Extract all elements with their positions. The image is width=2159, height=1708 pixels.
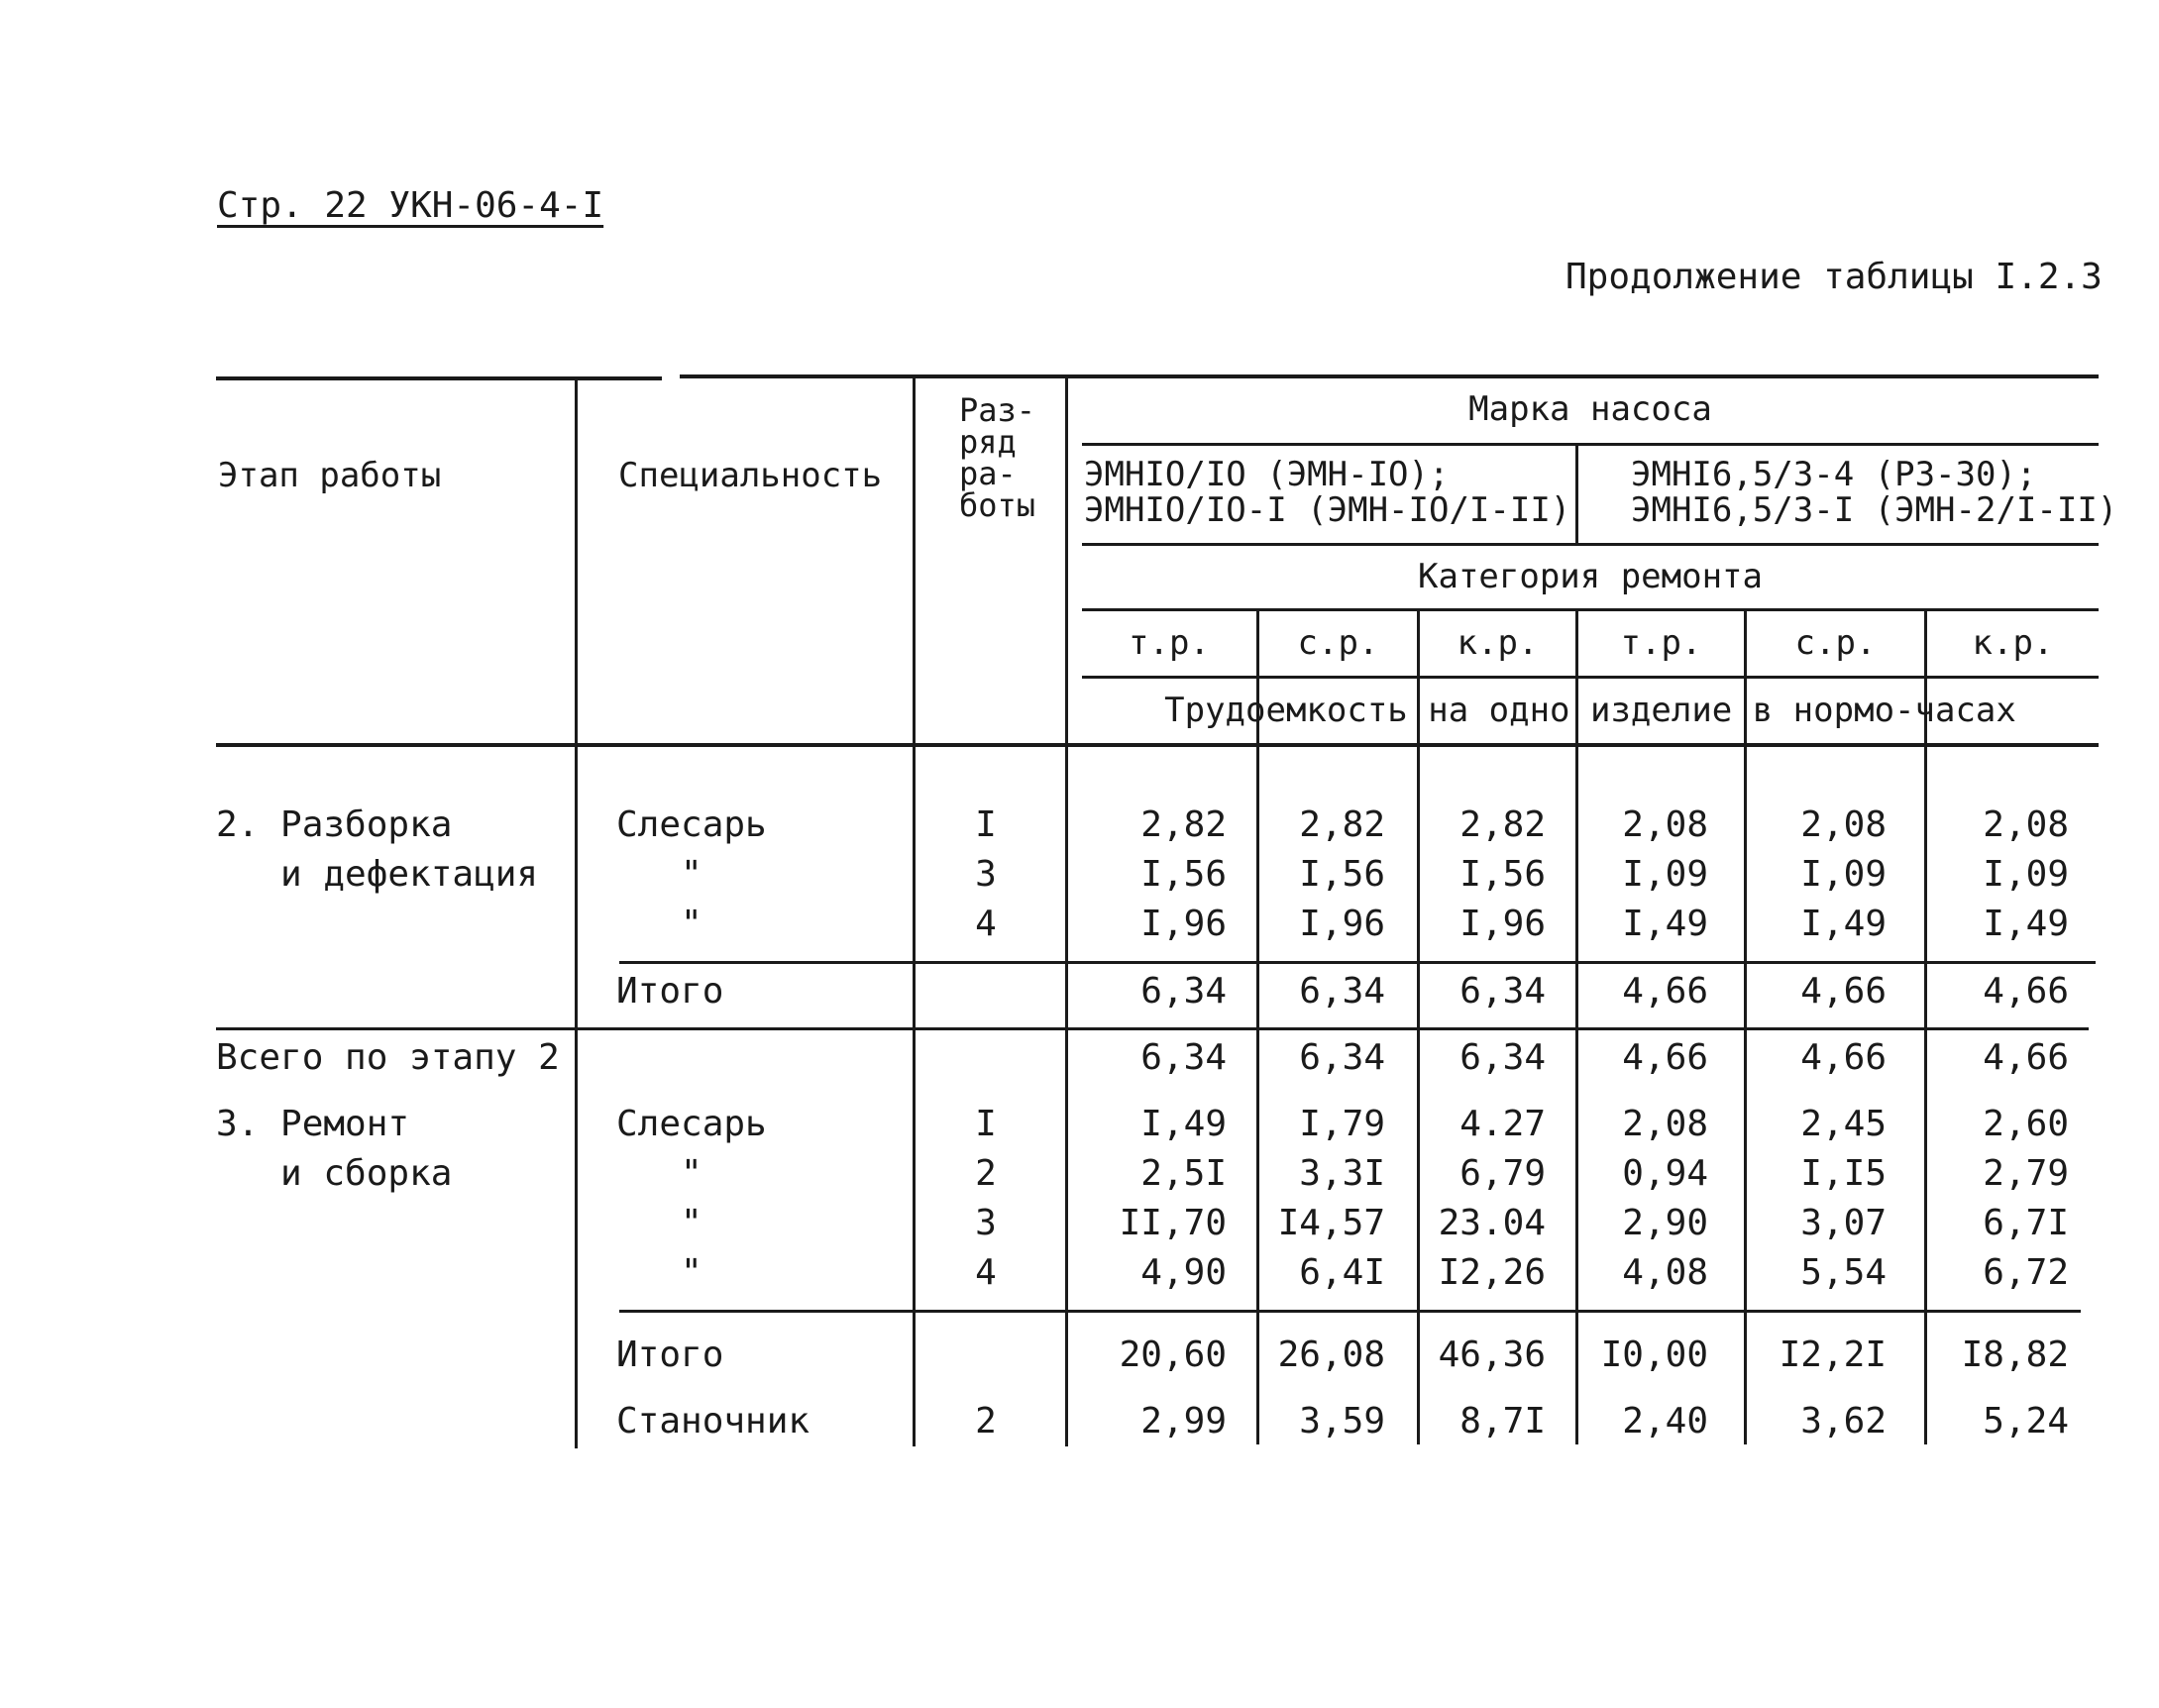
row-stage: 3. Ремонт [216,1104,410,1144]
header-bottom-rule [216,743,2099,747]
header-category-code: к.р. [1457,623,1539,663]
row-value: 6,34 [1459,1037,1546,1078]
header-grade-line: ра- [959,455,1017,492]
header-stage: Этап работы [218,456,442,495]
row-value: 4,08 [1622,1252,1708,1293]
rule-under-codes [1082,676,2099,679]
row-specialty: " [616,1252,702,1293]
row-value: I,96 [1140,904,1227,944]
row-value: 4,66 [1983,971,2069,1012]
row-value: II,70 [1119,1203,1227,1243]
header-pump1-line1: ЭМНIO/IO (ЭМН-IO); [1084,455,1450,494]
row-grade: 3 [975,1203,997,1243]
row-value: 6,7I [1983,1203,2069,1243]
row-value: 2,08 [1983,804,2069,845]
row-value: 2,08 [1622,1104,1708,1144]
row-specialty: " [616,904,702,944]
row-value: 6,34 [1459,971,1546,1012]
col-sep-stage [575,376,578,1448]
row-value: 6,79 [1459,1153,1546,1194]
row-value: 6,34 [1140,971,1227,1012]
row-value: I,09 [1800,854,1887,895]
row-value: 2,79 [1983,1153,2069,1194]
row-value: 26,08 [1277,1334,1385,1375]
header-specialty: Специальность [618,456,883,495]
row-value: 4,66 [1622,1037,1708,1078]
row-specialty: " [616,1153,702,1194]
row-value: 2,60 [1983,1104,2069,1144]
header-repair-category: Категория ремонта [1418,557,1763,596]
col-sep-v3 [1575,608,1578,1444]
top-rule-right [680,374,2099,378]
rule-under-brand [1082,443,2099,446]
row-value: 2,82 [1459,804,1546,845]
header-grade-line: Раз- [959,391,1036,429]
header-pump2-line2: ЭМНI6,5/3-I (ЭМН-2/I-II) [1631,490,2118,530]
row-value: 3,62 [1800,1401,1887,1441]
row-value: I,56 [1299,854,1385,895]
col-sep-specialty [913,376,916,1446]
row-value: I,56 [1140,854,1227,895]
row-value: 46,36 [1438,1334,1546,1375]
header-category-code: с.р. [1794,623,1877,663]
row-specialty: Итого [616,1334,724,1375]
col-sep-v2 [1417,608,1420,1444]
rule-under-category [1082,608,2099,611]
col-sep-pumps [1575,446,1578,543]
header-grade-line: боты [959,486,1036,524]
header-labor: Трудоемкость на одно изделие в нормо-часах [1164,691,2016,730]
row-value: I,I5 [1800,1153,1887,1194]
row-value: 6,4I [1299,1252,1385,1293]
rule-under-pumps [1082,543,2099,546]
row-value: 2,08 [1622,804,1708,845]
row-value: I,96 [1299,904,1385,944]
row-value: I,79 [1299,1104,1385,1144]
page-reference: Стр. 22 УКН-06-4-I [217,185,604,226]
row-value: I,49 [1622,904,1708,944]
row-grade: I [975,1104,997,1144]
row-grade: 4 [975,1252,997,1293]
subtotal-rule-1 [619,961,2096,964]
row-value: 23.04 [1438,1203,1546,1243]
row-grade: I [975,804,997,845]
row-value: 4,66 [1622,971,1708,1012]
col-sep-v4 [1744,608,1747,1444]
header-category-code: с.р. [1297,623,1379,663]
row-specialty: " [616,1203,702,1243]
header-category-code: к.р. [1972,623,2054,663]
header-pump2-line1: ЭМНI6,5/3-4 (РЗ-30); [1631,455,2037,494]
row-value: 0,94 [1622,1153,1708,1194]
top-rule-left [216,376,662,380]
row-stage: Всего по этапу 2 [216,1037,560,1078]
row-value: I0,00 [1600,1334,1708,1375]
row-value: I,96 [1459,904,1546,944]
row-value: 20,60 [1119,1334,1227,1375]
row-value: 6,34 [1299,971,1385,1012]
col-sep-v5 [1924,608,1927,1444]
row-value: 5,24 [1983,1401,2069,1441]
row-value: 3,07 [1800,1203,1887,1243]
header-category-code: т.р. [1620,623,1702,663]
row-value: I4,57 [1277,1203,1385,1243]
row-value: 2,99 [1140,1401,1227,1441]
row-value: 6,34 [1299,1037,1385,1078]
row-grade: 3 [975,854,997,895]
row-value: 2,90 [1622,1203,1708,1243]
row-grade: 2 [975,1401,997,1441]
header-grade-line: ряд [959,423,1017,461]
subtotal-rule-2 [619,1310,2081,1313]
stage-total-rule [216,1027,2089,1030]
row-specialty: " [616,854,702,895]
row-value: 6,72 [1983,1252,2069,1293]
header-pump-brand: Марка насоса [1468,389,1712,429]
row-grade: 4 [975,904,997,944]
row-specialty: Слесарь [616,1104,767,1144]
row-value: 2,82 [1299,804,1385,845]
row-value: I,56 [1459,854,1546,895]
row-value: 2,08 [1800,804,1887,845]
row-specialty: Итого [616,971,724,1012]
row-value: 4,66 [1983,1037,2069,1078]
row-value: 4,90 [1140,1252,1227,1293]
row-value: 6,34 [1140,1037,1227,1078]
row-value: 5,54 [1800,1252,1887,1293]
row-grade: 2 [975,1153,997,1194]
row-value: I2,2I [1779,1334,1887,1375]
row-value: I,49 [1800,904,1887,944]
header-category-code: т.р. [1129,623,1210,663]
row-value: 4,66 [1800,1037,1887,1078]
row-value: I,09 [1622,854,1708,895]
row-value: 2,82 [1140,804,1227,845]
row-value: 2,40 [1622,1401,1708,1441]
row-stage: и сборка [216,1153,453,1194]
row-value: I2,26 [1438,1252,1546,1293]
row-stage: 2. Разборка [216,804,453,845]
row-value: 4,66 [1800,971,1887,1012]
row-value: I,49 [1140,1104,1227,1144]
row-specialty: Слесарь [616,804,767,845]
row-value: 3,59 [1299,1401,1385,1441]
col-sep-v1 [1256,608,1259,1444]
table-continuation-label: Продолжение таблицы I.2.3 [1565,257,2103,297]
row-value: I8,82 [1961,1334,2069,1375]
header-pump1-line2: ЭМНIO/IO-I (ЭМН-IO/I-II) [1084,490,1571,530]
row-stage: и дефектация [216,854,539,895]
row-specialty: Станочник [616,1401,810,1441]
row-value: 8,7I [1459,1401,1546,1441]
row-value: 2,45 [1800,1104,1887,1144]
row-value: 3,3I [1299,1153,1385,1194]
row-value: 2,5I [1140,1153,1227,1194]
row-value: I,49 [1983,904,2069,944]
row-value: 4.27 [1459,1104,1546,1144]
header-grade [959,391,1036,524]
row-value: I,09 [1983,854,2069,895]
